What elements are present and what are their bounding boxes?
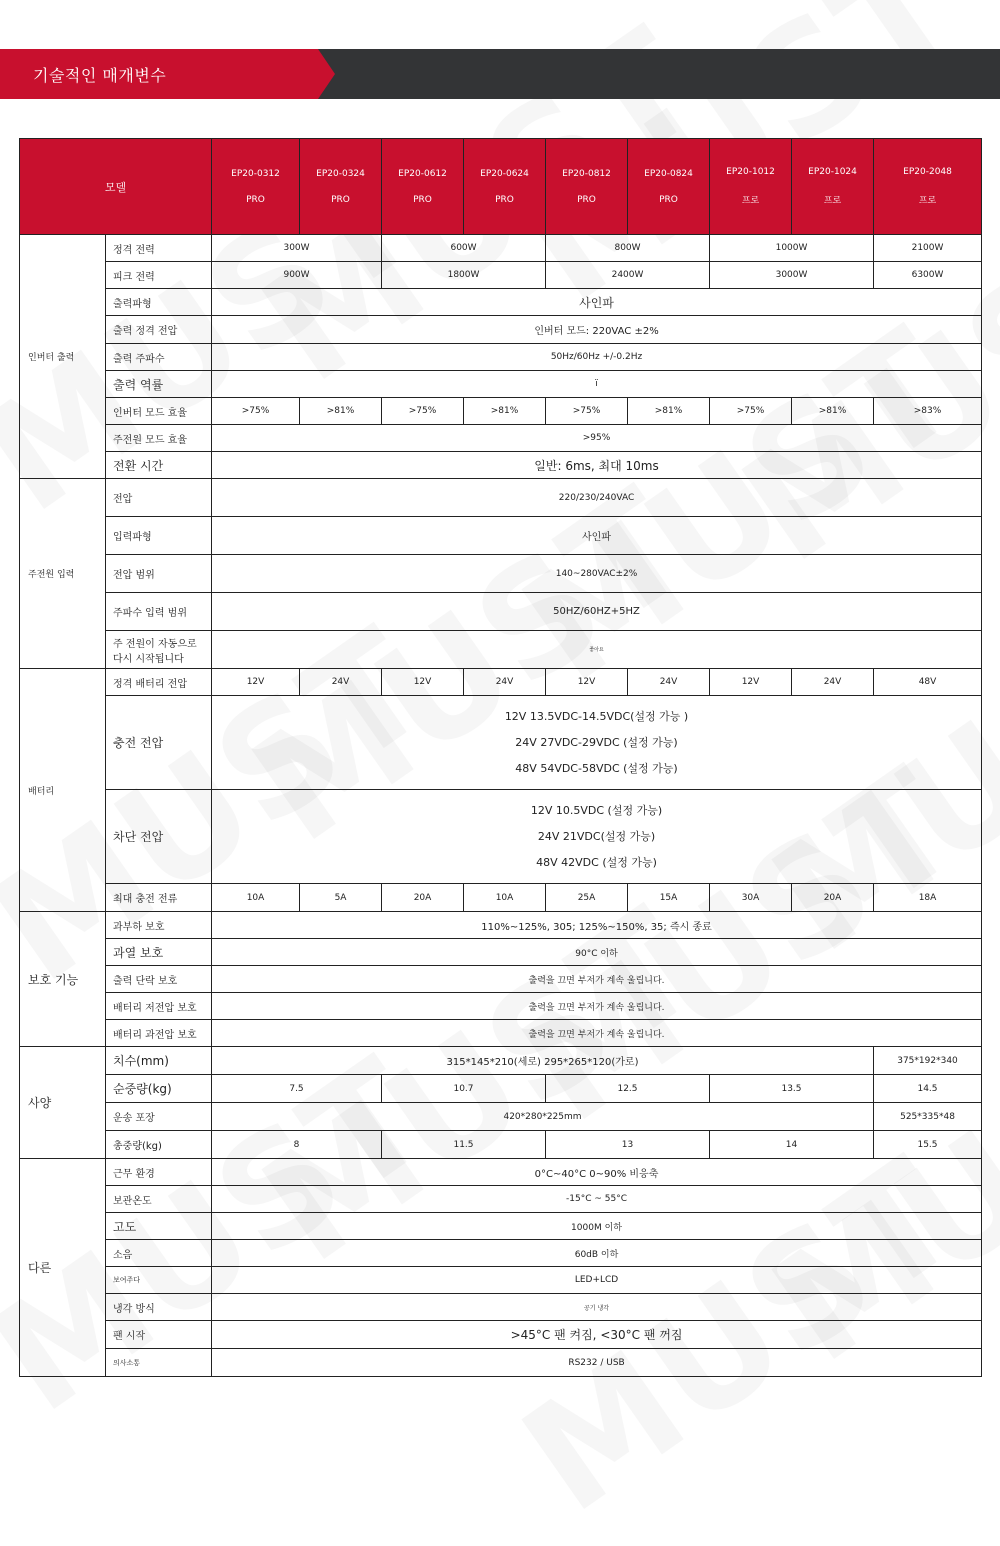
value-cell: 24V [300, 669, 382, 696]
value-cell: 140~280VAC±2% [212, 555, 982, 593]
model-name: EP20-0624 [480, 168, 529, 179]
model-name: EP20-0824 [644, 168, 693, 179]
model-header: 모델 [20, 139, 212, 235]
row-label: 출력 역률 [106, 371, 212, 398]
table-row [20, 371, 982, 398]
table-row [20, 235, 982, 262]
value-cell: 50Hz/60Hz +/-0.2Hz [212, 344, 982, 371]
model-sub: PRO [659, 194, 678, 205]
value-cell: 0°C~40°C 0~90% 비응축 [212, 1159, 982, 1186]
value-cell: 2400W [546, 262, 710, 289]
table-row [20, 1294, 982, 1321]
model-sub: 프로 [918, 196, 937, 206]
value-cell: 13 [546, 1131, 710, 1159]
table-row [20, 555, 982, 593]
value-cell: LED+LCD [212, 1267, 982, 1294]
table-row [20, 1159, 982, 1186]
value-cell: 220/230/240VAC [212, 479, 982, 517]
section-banner [0, 49, 1000, 99]
spec-table [19, 138, 982, 1377]
value-cell: 420*280*225mm [212, 1103, 874, 1131]
model-name: EP20-0612 [398, 168, 447, 179]
table-row [20, 398, 982, 425]
value-cell: >81% [300, 398, 382, 425]
value-line: 12V 10.5VDC (설정 가능) [530, 803, 663, 817]
value-cell: 13.5 [710, 1075, 874, 1103]
value-cell: 10A [464, 884, 546, 912]
row-label: 차단 전압 [106, 790, 212, 884]
value-cell: 800W [546, 235, 710, 262]
value-cell: >75% [212, 398, 300, 425]
model-sub: PRO [413, 194, 432, 205]
value-cell: >75% [546, 398, 628, 425]
category-other: 다른 [20, 1159, 106, 1377]
value-cell: 일반: 6ms, 최대 10ms [212, 452, 982, 479]
value-cell: 공기 냉각 [212, 1294, 982, 1321]
value-cell: 12.5 [546, 1075, 710, 1103]
table-row [20, 1020, 982, 1047]
table-row [20, 452, 982, 479]
value-cell: 900W [212, 262, 382, 289]
value-line: 48V 42VDC (설정 가능) [536, 855, 657, 869]
table-row [20, 884, 982, 912]
value-cell: 출력을 끄면 부저가 계속 울립니다. [212, 1020, 982, 1047]
value-line: 48V 54VDC-58VDC (설정 가능) [515, 761, 678, 775]
row-label: 보여주다 [106, 1267, 212, 1294]
value-cell: 12V [710, 669, 792, 696]
value-cell: 1000M 이하 [212, 1213, 982, 1240]
value-cell: 110%~125%, 305; 125%~150%, 35; 즉시 종료 [212, 912, 982, 939]
value-cell: 315*145*210(세로) 295*265*120(가로) [212, 1047, 874, 1075]
value-cell: 20A [792, 884, 874, 912]
model-sub: 프로 [823, 196, 842, 206]
table-row [20, 966, 982, 993]
table-row [20, 262, 982, 289]
table-row [20, 316, 982, 344]
model-cell [300, 139, 382, 235]
table-row [20, 289, 982, 316]
value-cell: 48V [874, 669, 982, 696]
value-cell: 10.7 [382, 1075, 546, 1103]
model-name: EP20-2048 [903, 167, 952, 177]
value-cell: 2100W [874, 235, 982, 262]
row-label: 출력파형 [106, 289, 212, 316]
category-specs: 사양 [20, 1047, 106, 1159]
value-cell: 6300W [874, 262, 982, 289]
table-row [20, 1047, 982, 1075]
table-row [20, 1131, 982, 1159]
row-label: 보관온도 [106, 1186, 212, 1213]
value-cell: 인버터 모드: 220VAC ±2% [212, 316, 982, 344]
value-cell: 7.5 [212, 1075, 382, 1103]
value-cell: RS232 / USB [212, 1349, 982, 1377]
row-label: 팬 시작 [106, 1321, 212, 1349]
model-name: EP20-0324 [316, 168, 365, 179]
table-row [20, 1103, 982, 1131]
table-row [20, 1240, 982, 1267]
model-cell [464, 139, 546, 235]
value-cell: 11.5 [382, 1131, 546, 1159]
table-row [20, 1075, 982, 1103]
value-cell: 12V [546, 669, 628, 696]
value-cell [212, 696, 982, 790]
table-row [20, 1213, 982, 1240]
row-label: 전압 [106, 479, 212, 517]
table-row [20, 912, 982, 939]
value-cell: 14 [710, 1131, 874, 1159]
model-name: EP20-1024 [808, 167, 857, 177]
value-cell: 출력을 끄면 부저가 계속 울립니다. [212, 966, 982, 993]
value-cell: 15.5 [874, 1131, 982, 1159]
row-label: 출력 단락 보호 [106, 966, 212, 993]
row-label: 순중량(kg) [106, 1075, 212, 1103]
section-title: 기술적인 매개변수 [33, 66, 167, 85]
value-cell: 50HZ/60HZ+5HZ [212, 593, 982, 631]
value-line: 12V 13.5VDC-14.5VDC(설정 가능 ) [504, 709, 689, 723]
header-row [20, 139, 982, 235]
value-cell: 1000W [710, 235, 874, 262]
row-label: 정격 전력 [106, 235, 212, 262]
row-label: 배터리 과전압 보호 [106, 1020, 212, 1047]
table-row [20, 517, 982, 555]
row-label: 주전원 모드 효율 [106, 425, 212, 452]
row-label: 과열 보호 [106, 939, 212, 966]
value-cell: 5A [300, 884, 382, 912]
model-cell [546, 139, 628, 235]
table-row [20, 669, 982, 696]
value-cell: 30A [710, 884, 792, 912]
model-sub: 프로 [741, 196, 760, 206]
model-cell [792, 139, 874, 235]
value-cell: 12V [212, 669, 300, 696]
table-row [20, 1321, 982, 1349]
table-row [20, 631, 982, 669]
value-cell [212, 790, 982, 884]
value-cell: 300W [212, 235, 382, 262]
value-line: 24V 21VDC(설정 가능) [537, 829, 656, 843]
row-label: 냉각 방식 [106, 1294, 212, 1321]
row-label: 주 전원이 자동으로 다시 시작됩니다 [106, 631, 212, 669]
value-cell: 출력을 끄면 부저가 계속 울립니다. [212, 993, 982, 1020]
model-cell [212, 139, 300, 235]
row-label: 고도 [106, 1213, 212, 1240]
table-row [20, 1349, 982, 1377]
table-row [20, 425, 982, 452]
model-cell [628, 139, 710, 235]
value-cell: >95% [212, 425, 982, 452]
row-label: 배터리 저전압 보호 [106, 993, 212, 1020]
table-row [20, 593, 982, 631]
row-label: 출력 주파수 [106, 344, 212, 371]
value-cell: 12V [382, 669, 464, 696]
table-row [20, 939, 982, 966]
row-label: 과부하 보호 [106, 912, 212, 939]
row-label: 최대 충전 전류 [106, 884, 212, 912]
value-cell: 14.5 [874, 1075, 982, 1103]
value-cell: >75% [710, 398, 792, 425]
model-cell [710, 139, 792, 235]
value-cell: ï [212, 371, 982, 398]
category-inverter: 인버터 출력 [20, 235, 106, 479]
value-cell: 20A [382, 884, 464, 912]
value-cell: 좋아요 [212, 631, 982, 669]
value-cell: 1800W [382, 262, 546, 289]
value-cell: 90°C 이하 [212, 939, 982, 966]
model-cell [874, 139, 982, 235]
value-cell: 8 [212, 1131, 382, 1159]
model-sub: PRO [495, 194, 514, 205]
value-cell: >75% [382, 398, 464, 425]
category-mains: 주전원 입력 [20, 479, 106, 669]
value-cell: >81% [464, 398, 546, 425]
model-sub: PRO [331, 194, 350, 205]
value-cell: 375*192*340 [874, 1047, 982, 1075]
value-cell: 600W [382, 235, 546, 262]
row-label: 출력 정격 전압 [106, 316, 212, 344]
table-row [20, 993, 982, 1020]
table-row [20, 1186, 982, 1213]
row-label: 의사소통 [106, 1349, 212, 1377]
value-cell: >45°C 팬 켜짐, <30°C 팬 꺼짐 [212, 1321, 982, 1349]
row-label: 주파수 입력 범위 [106, 593, 212, 631]
value-cell: 24V [628, 669, 710, 696]
row-label: 전압 범위 [106, 555, 212, 593]
value-cell: 3000W [710, 262, 874, 289]
row-label: 충전 전압 [106, 696, 212, 790]
table-row [20, 1267, 982, 1294]
category-protection: 보호 기능 [20, 912, 106, 1047]
table-row [20, 344, 982, 371]
value-cell: 사인파 [212, 517, 982, 555]
value-line: 24V 27VDC-29VDC (설정 가능) [515, 735, 678, 749]
table-row [20, 479, 982, 517]
model-sub: PRO [246, 194, 265, 205]
value-cell: 사인파 [212, 289, 982, 316]
value-cell: 24V [464, 669, 546, 696]
table-row [20, 790, 982, 884]
row-label: 전환 시간 [106, 452, 212, 479]
row-label: 근무 환경 [106, 1159, 212, 1186]
model-name: EP20-0312 [231, 168, 280, 179]
model-name: EP20-0812 [562, 168, 611, 179]
value-cell: 60dB 이하 [212, 1240, 982, 1267]
model-cell [382, 139, 464, 235]
value-cell: >81% [628, 398, 710, 425]
row-label: 총중량(kg) [106, 1131, 212, 1159]
value-cell: 15A [628, 884, 710, 912]
value-cell: 525*335*48 [874, 1103, 982, 1131]
value-cell: >83% [874, 398, 982, 425]
category-battery: 배터리 [20, 669, 106, 912]
model-name: EP20-1012 [726, 167, 775, 177]
model-sub: PRO [577, 194, 596, 205]
row-label: 피크 전력 [106, 262, 212, 289]
row-label: 소음 [106, 1240, 212, 1267]
row-label: 입력파형 [106, 517, 212, 555]
value-cell: 10A [212, 884, 300, 912]
value-cell: 25A [546, 884, 628, 912]
row-label: 인버터 모드 효율 [106, 398, 212, 425]
value-cell: 18A [874, 884, 982, 912]
row-label: 치수(mm) [106, 1047, 212, 1075]
value-cell: 24V [792, 669, 874, 696]
row-label: 운송 포장 [106, 1103, 212, 1131]
value-cell: -15°C ~ 55°C [212, 1186, 982, 1213]
table-row [20, 696, 982, 790]
row-label: 정격 배터리 전압 [106, 669, 212, 696]
value-cell: >81% [792, 398, 874, 425]
